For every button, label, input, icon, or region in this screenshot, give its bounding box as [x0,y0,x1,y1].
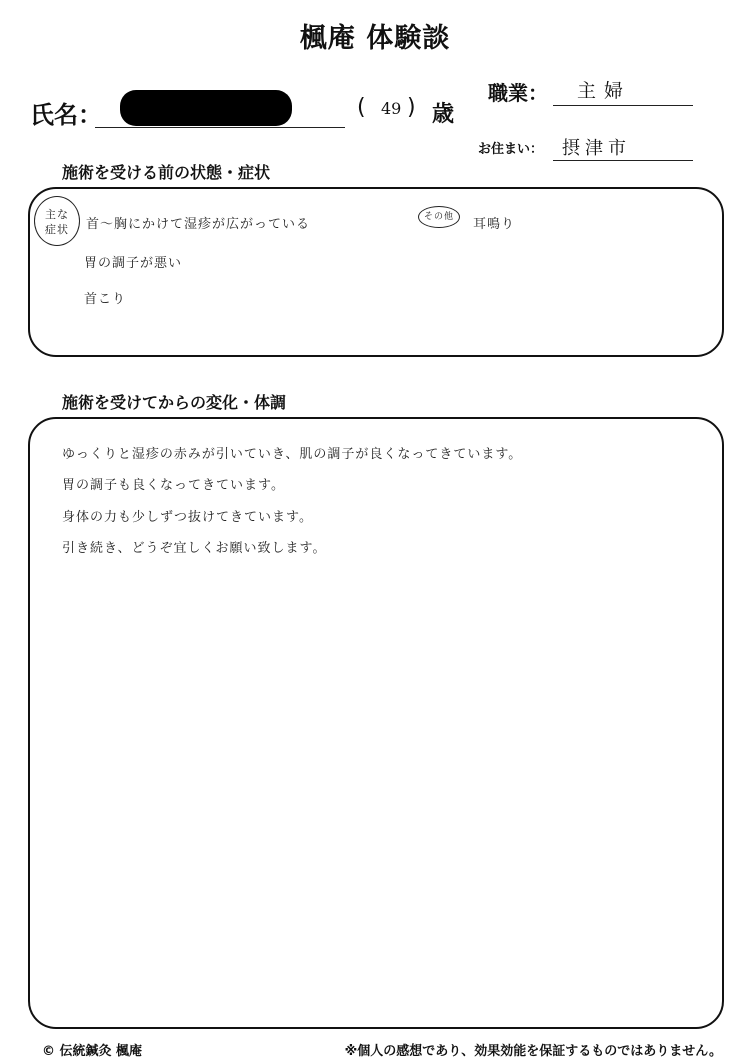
footer-copyright: © 伝統鍼灸 楓庵 [42,1044,143,1059]
age-paren-open: ( [357,95,366,120]
after-line: ゆっくりと湿疹の赤みが引いていき、肌の調子が良くなってきています。 [62,447,523,462]
other-symptoms-marker: その他 [418,206,460,228]
main-marker-line-2: 症状 [45,223,69,236]
main-symptoms-marker [34,196,80,246]
age-paren-close: ) [407,95,416,120]
after-line: 身体の力も少しずつ抜けてきています。 [62,510,313,525]
job-label: 職業： [488,81,548,105]
job-underline [553,105,693,106]
footer-disclaimer: ※個人の感想であり、効果効能を保証するものではありません。 [344,1044,722,1059]
name-label: 氏名： [30,101,102,129]
symptom-item: 胃の調子が悪い [84,256,183,271]
after-section-heading: 施術を受けてからの変化・体調 [62,393,287,412]
other-symptom: 耳鳴り [473,217,516,232]
name-redaction [120,90,292,126]
after-line: 胃の調子も良くなってきています。 [62,478,285,493]
address-value: 摂津市 [562,138,631,159]
symptom-item: 首こり [84,292,127,307]
age-value: 49 [381,99,402,118]
age-unit: 歳 [432,102,455,127]
after-line: 引き続き、どうぞ宜しくお願い致します。 [62,541,327,556]
name-underline [95,127,345,128]
job-value: 主婦 [577,80,632,102]
before-section-heading: 施術を受ける前の状態・症状 [62,163,271,182]
address-underline [553,160,693,161]
symptom-item: 首～胸にかけて湿疹が広がっている [86,217,311,232]
address-label: お住まい： [478,142,544,157]
main-marker-line-1: 主な [45,208,69,221]
document-title: 楓庵 体験談 [299,23,451,54]
